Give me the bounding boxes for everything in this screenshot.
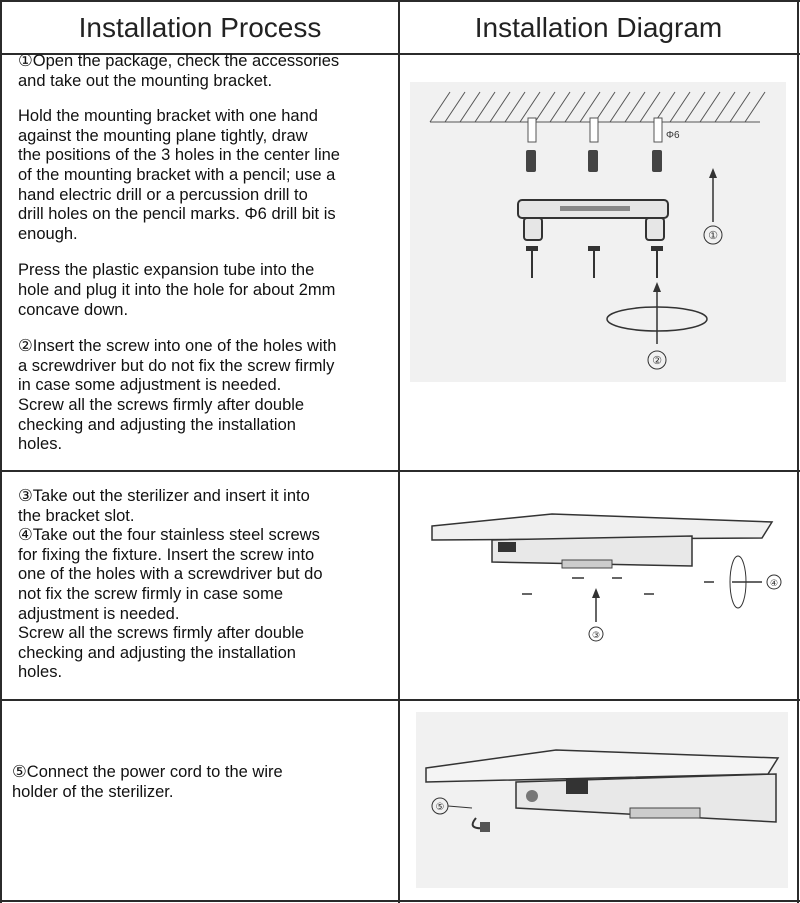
expansion-tube-text: Press the plastic expansion tube into the hole and plug it into the hole for about 2mm concave down. (18, 261, 336, 319)
header-installation-diagram: Installation Diagram (400, 2, 797, 53)
step4-marker: ④ (769, 579, 779, 589)
drill-holes-text: Hold the mounting bracket with one hand against the mounting plane tightly, draw the positions of the 3 holes in the center line of the mounting bracket with a pencil; use a hand electric drill or a percussion drill to drill holes on the pencil marks. Φ6 drill bit is enough. (18, 107, 340, 243)
table-border-left (0, 0, 2, 903)
table-border-bottom (0, 900, 800, 902)
row2-instructions (18, 487, 393, 683)
row-divider-2 (0, 699, 800, 701)
step3-marker: ③ (591, 631, 601, 641)
row3-instructions (12, 763, 392, 802)
bracket-mounting-diagram (410, 82, 786, 382)
step5-text: ⑤Connect the power cord to the wire holder of the sterilizer. (12, 763, 283, 801)
table-border-right (797, 0, 799, 903)
step3-4-text: ③Take out the sterilizer and insert it into the bracket slot. ④Take out the four stainless steel screws for fixing the fixture. Insert the screw into one of the holes with a screwdriver but do not fix the screw firmly in case some adjustment is needed. Screw all the screws firmly after double checking and adjusting the installation holes. (18, 487, 323, 682)
drill-size-label: Φ6 (666, 130, 680, 141)
step1-marker: ① (708, 229, 718, 242)
row1-instructions (18, 52, 393, 455)
step1-text: ①Open the package, check the accessories and take out the mounting bracket. (18, 52, 340, 90)
fixture-insert-diagram (412, 478, 788, 690)
step2-marker: ② (652, 354, 662, 367)
power-cord-diagram (416, 712, 788, 888)
step2-text: ②Insert the screw into one of the holes with a screwdriver but do not fix the screw firmly in case some adjustment is needed. Screw all the screws firmly after double checking and adjusting the installation holes. (18, 337, 337, 454)
row-divider-1 (0, 470, 800, 472)
column-divider (398, 0, 400, 903)
step5-marker: ⑤ (435, 802, 445, 813)
header-installation-process: Installation Process (2, 2, 398, 53)
